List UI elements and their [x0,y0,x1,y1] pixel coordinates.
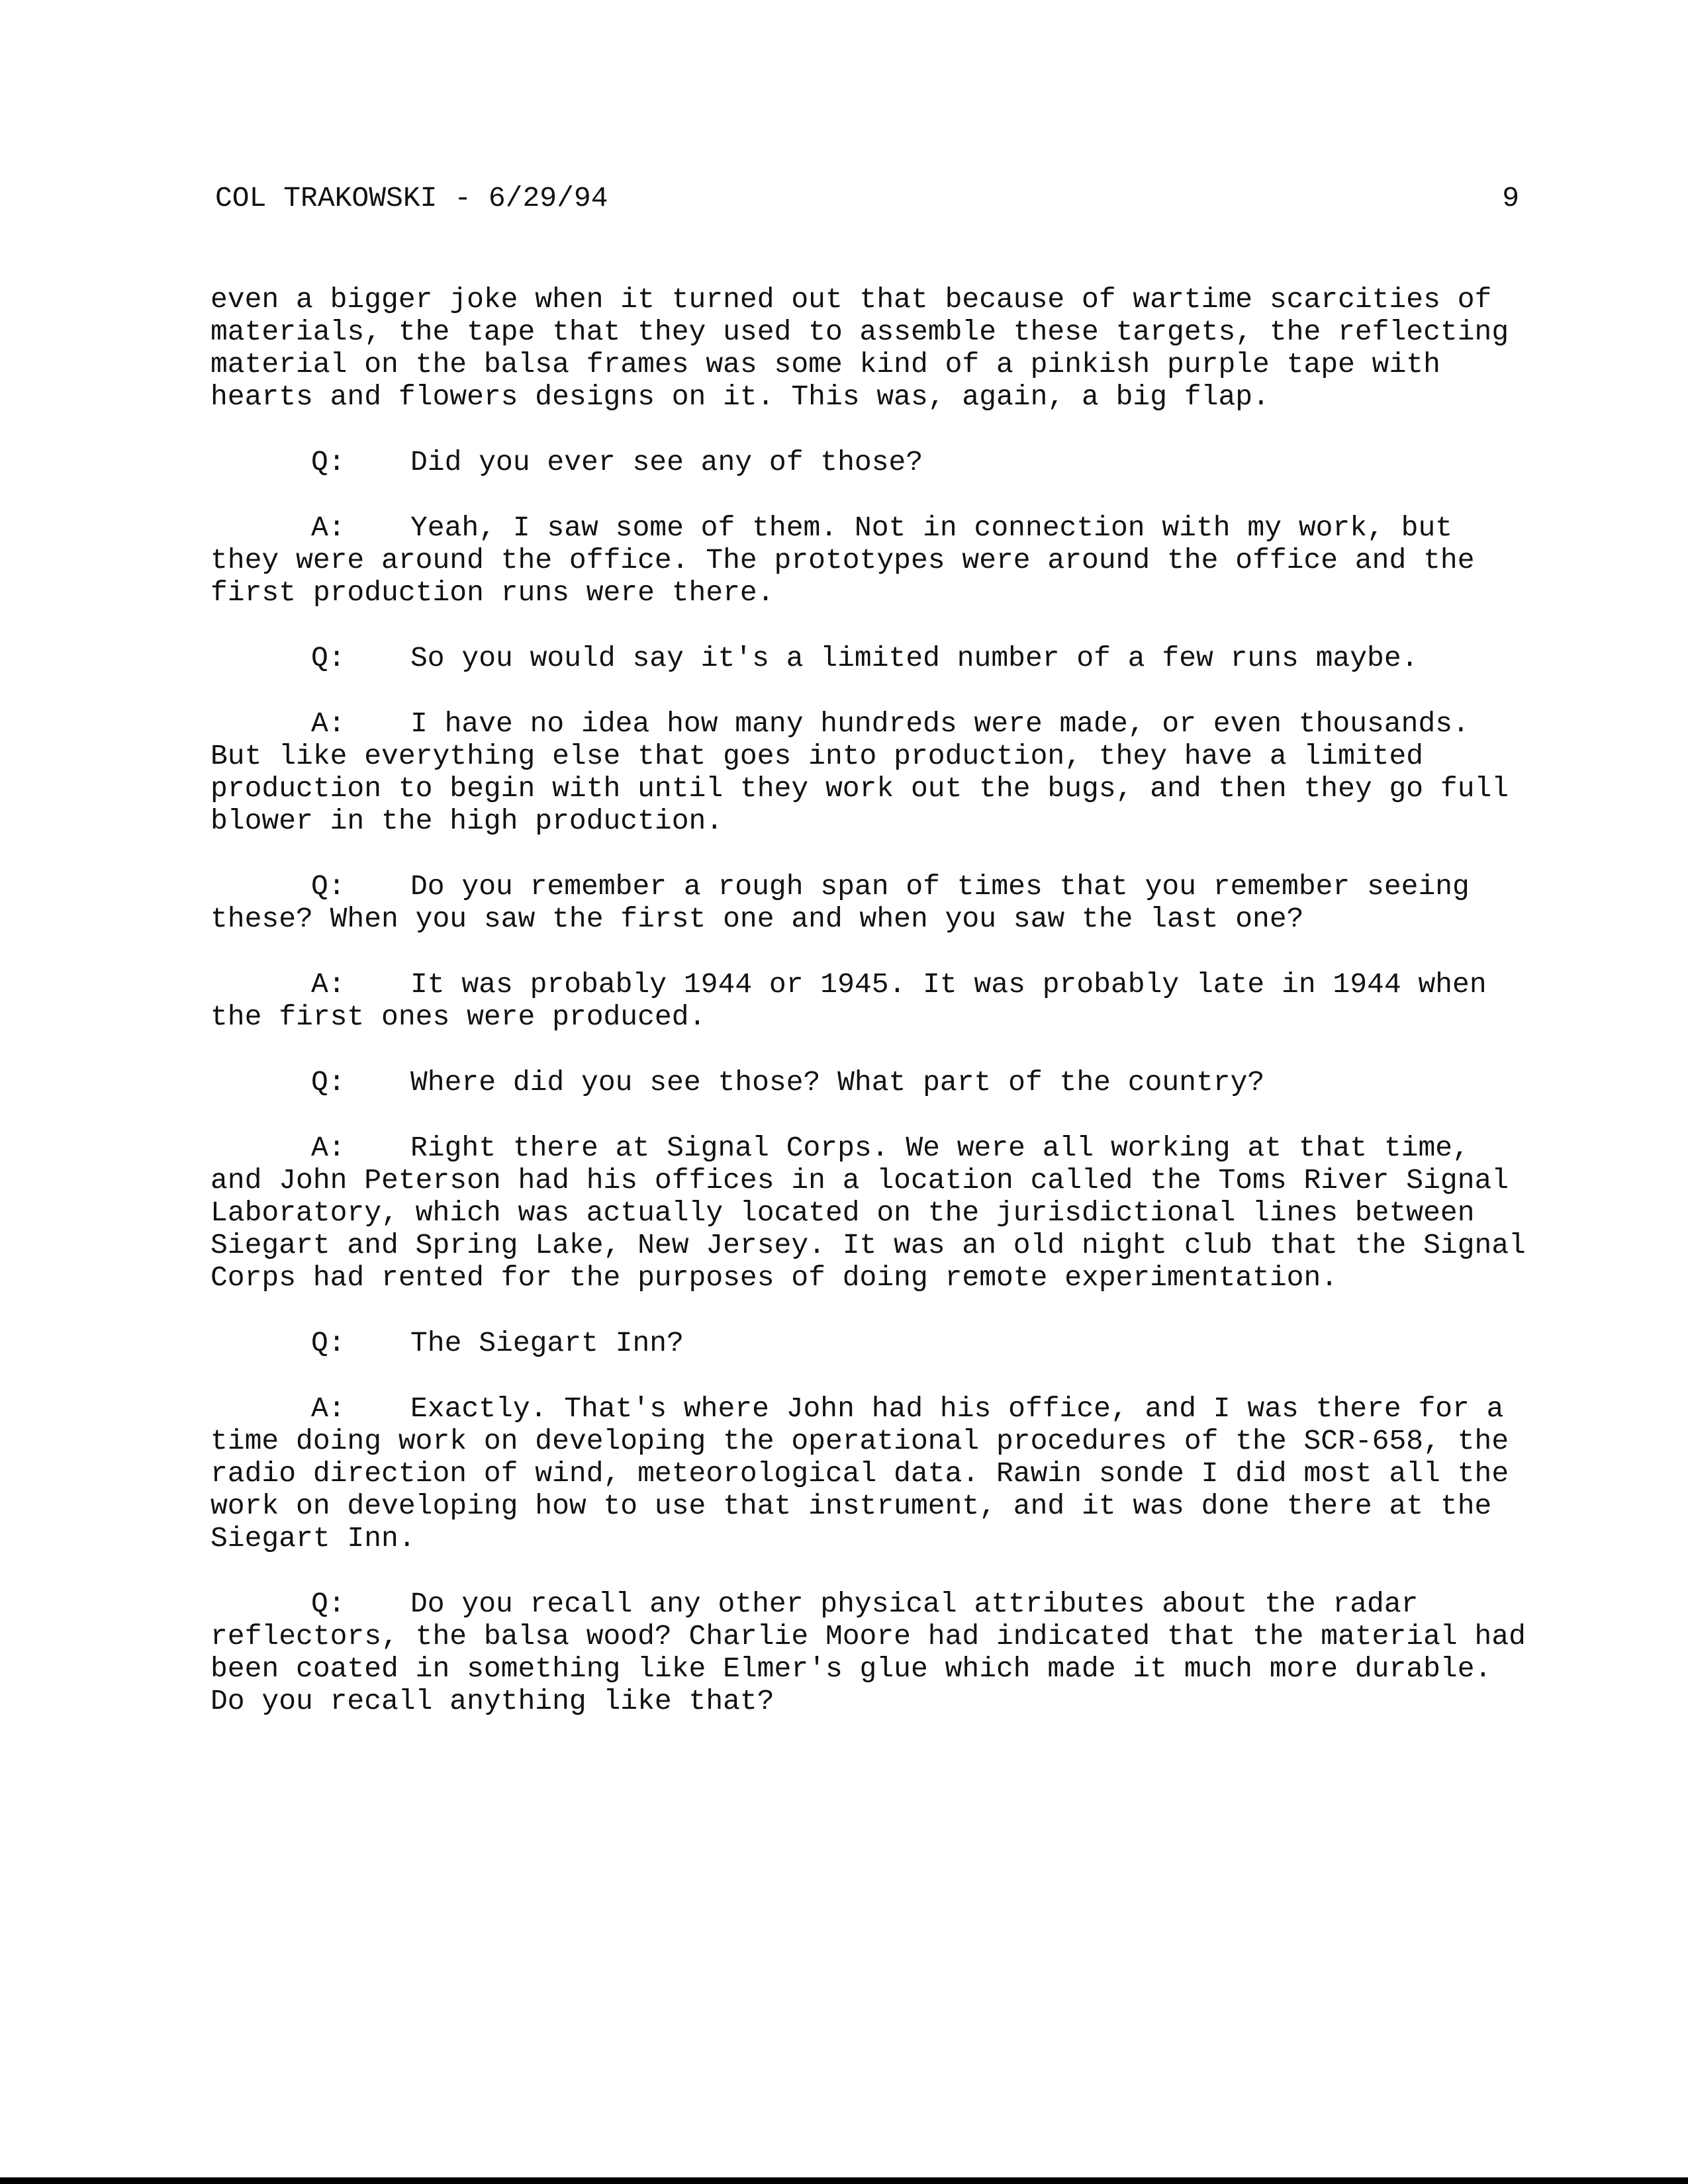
paragraph-text: Do you recall any other physical attributes about the radar reflectors, the balsa wood? Charlie Moore had indicated that the material had been coated in something like Elmer's glue which made it much more durable. Do you recall anything like that? [211,1588,1526,1717]
speaker-label: Q: [311,446,346,478]
transcript-body [211,283,1528,1751]
paragraph-text: The Siegart Inn? [410,1327,684,1359]
page-number: 9 [1502,182,1519,214]
question-paragraph [211,870,1528,935]
header-title: COL TRAKOWSKI - 6/29/94 [215,182,608,214]
speaker-label: A: [311,1132,346,1164]
question-paragraph [211,446,1528,478]
paragraph-text: Where did you see those? What part of the country? [410,1066,1265,1099]
paragraph-text: Do you remember a rough span of times that you remember seeing these? When you saw the first one and when you saw the last one? [211,870,1470,935]
question-paragraph [211,642,1528,674]
scan-bottom-edge [0,2177,1688,2184]
paragraph-text: even a bigger joke when it turned out that because of wartime scarcities of materials, the tape that they used to assemble these targets, the reflecting material on the balsa frames was some kind of a pinkish purple tape with hearts and flowers designs on it. This was, again, a big flap. [211,283,1509,413]
transcript-paragraph [211,283,1528,413]
paragraph-text: So you would say it's a limited number of a few runs maybe. [410,642,1419,674]
page-header [215,179,1519,218]
answer-paragraph [211,1392,1528,1555]
answer-paragraph [211,1132,1528,1294]
paragraph-text: Right there at Signal Corps. We were all working at that time, and John Peterson had his offices in a location called the Toms River Signal Laboratory, which was actually located on the jurisdictional lines between Siegart and Spring Lake, New Jersey. It was an old night club that the Signal Corps had rented for the purposes of doing remote experimentation. [211,1132,1526,1294]
question-paragraph [211,1066,1528,1099]
question-paragraph [211,1588,1528,1717]
paragraph-text: Did you ever see any of those? [410,446,923,478]
answer-paragraph [211,968,1528,1033]
speaker-label: Q: [311,642,346,674]
speaker-label: A: [311,968,346,1001]
answer-paragraph [211,512,1528,609]
speaker-label: A: [311,512,346,544]
question-paragraph [211,1327,1528,1359]
paragraph-text: I have no idea how many hundreds were made, or even thousands. But like everything else that goes into production, they have a limited production to begin with until they work out the bugs, and then they go full blower in the high production. [211,707,1509,837]
speaker-label: Q: [311,1588,346,1620]
speaker-label: Q: [311,1327,346,1359]
speaker-label: A: [311,707,346,740]
answer-paragraph [211,707,1528,837]
paragraph-text: Exactly. That's where John had his office, and I was there for a time doing work on developing the operational procedures of the SCR-658, the radio direction of wind, meteorological data. Rawin sonde I did most all the work on developing how to use that instrument, and it was done there at the Siegart Inn. [211,1392,1509,1555]
speaker-label: Q: [311,870,346,903]
speaker-label: Q: [311,1066,346,1099]
paragraph-text: Yeah, I saw some of them. Not in connection with my work, but they were around the office. The prototypes were around the office and the first production runs were there. [211,512,1475,609]
paragraph-text: It was probably 1944 or 1945. It was probably late in 1944 when the first ones were produced. [211,968,1487,1033]
speaker-label: A: [311,1392,346,1425]
